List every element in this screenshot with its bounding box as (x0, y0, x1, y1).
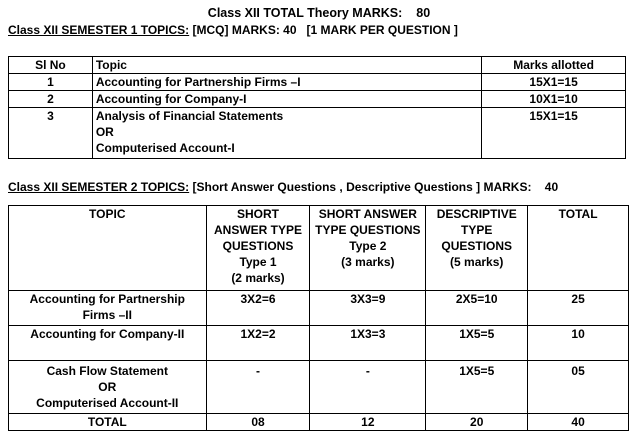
column-header-total: TOTAL (528, 206, 629, 291)
semester-2-heading-marks: 40 (544, 180, 559, 194)
descriptive-cell: 2X5=10 (426, 291, 528, 326)
semester-1-heading-note: [1 MARK PER QUESTION ] (306, 23, 458, 37)
column-header-short-answer-type-1 (206, 206, 310, 291)
total-cell: 10 (528, 326, 629, 361)
short-answer-1-cell: 1X2=2 (206, 326, 310, 361)
header-line: ANSWER TYPE (213, 223, 302, 237)
descriptive-cell: 1X5=5 (426, 361, 528, 414)
total-cell: 05 (528, 361, 629, 414)
totals-row (9, 414, 629, 431)
header-line: SHORT (237, 207, 279, 221)
totals-label: TOTAL (9, 414, 207, 431)
column-header-descriptive (426, 206, 528, 291)
marks-cell: 15X1=15 (482, 74, 626, 91)
column-header-topic: TOPIC (9, 206, 207, 291)
header-line: TYPE QUESTIONS (441, 223, 513, 253)
table-row (9, 291, 629, 326)
topic-line: Firms –II (82, 308, 132, 322)
topic-cell: Accounting for Company-I (92, 91, 481, 108)
semester-1-table (8, 56, 626, 159)
descriptive-cell: 1X5=5 (426, 326, 528, 361)
header-line: (3 marks) (341, 255, 395, 269)
short-answer-1-cell: 3X2=6 (206, 291, 310, 326)
semester-2-table (8, 205, 629, 431)
header-line: SHORT ANSWER (318, 207, 417, 221)
topic-line: OR (98, 380, 117, 394)
semester-1-heading-rest: [MCQ] MARKS: 40 (189, 23, 297, 37)
grand-total: 40 (528, 414, 629, 431)
header-line: Type 2 (349, 239, 387, 253)
descriptive-total: 20 (426, 414, 528, 431)
topic-line: Analysis of Financial Statements (95, 109, 284, 123)
table-row (9, 326, 629, 361)
header-line: (2 marks) (231, 271, 285, 285)
semester-2-heading-rest: [Short Answer Questions , Descriptive Questions ] MARKS: (189, 180, 532, 194)
header-line: Type 1 (239, 255, 277, 269)
topic-cell (9, 361, 207, 414)
column-header-short-answer-type-2 (310, 206, 426, 291)
semester-1-heading (8, 23, 458, 37)
topic-line: Accounting for Company-II (30, 327, 185, 341)
topic-cell (9, 326, 207, 361)
total-marks-value: 80 (416, 6, 431, 20)
table-row (9, 91, 626, 108)
topic-alt: Computerised Account-I (95, 141, 235, 155)
short-answer-2-cell: 1X3=3 (310, 326, 426, 361)
table-header-row (9, 57, 626, 74)
header-line: (5 marks) (450, 255, 504, 269)
topic-line: Computerised Account-II (36, 396, 179, 410)
header-line: QUESTIONS (222, 239, 294, 253)
short-answer-2-cell: 3X3=9 (310, 291, 426, 326)
page-title (0, 6, 638, 20)
sl-no-cell: 3 (9, 108, 93, 159)
sl-no-cell: 2 (9, 91, 93, 108)
table-row (9, 74, 626, 91)
column-header-sl-no: Sl No (9, 57, 93, 74)
header-line: TYPE QUESTIONS (315, 223, 421, 237)
topic-line: Cash Flow Statement (46, 364, 168, 378)
table-row (9, 361, 629, 414)
short-answer-2-total: 12 (310, 414, 426, 431)
topic-or: OR (95, 125, 114, 139)
semester-2-heading-label: Class XII SEMESTER 2 TOPICS: (8, 180, 190, 194)
table-header-row (9, 206, 629, 291)
total-cell: 25 (528, 291, 629, 326)
topic-line: Accounting for Partnership (29, 292, 185, 306)
column-header-topic: Topic (92, 57, 481, 74)
short-answer-1-total: 08 (206, 414, 310, 431)
semester-2-heading (8, 180, 558, 194)
topic-cell: Accounting for Partnership Firms –I (92, 74, 481, 91)
topic-cell (9, 291, 207, 326)
short-answer-1-cell: - (206, 361, 310, 414)
column-header-marks: Marks allotted (482, 57, 626, 74)
sl-no-cell: 1 (9, 74, 93, 91)
marks-cell: 15X1=15 (482, 108, 626, 159)
semester-1-heading-label: Class XII SEMESTER 1 TOPICS: (8, 23, 190, 37)
header-line: DESCRIPTIVE (436, 207, 517, 221)
title-text: Class XII TOTAL Theory MARKS: (207, 6, 403, 20)
short-answer-2-cell: - (310, 361, 426, 414)
marks-cell: 10X1=10 (482, 91, 626, 108)
topic-cell (92, 108, 481, 159)
table-row (9, 108, 626, 159)
